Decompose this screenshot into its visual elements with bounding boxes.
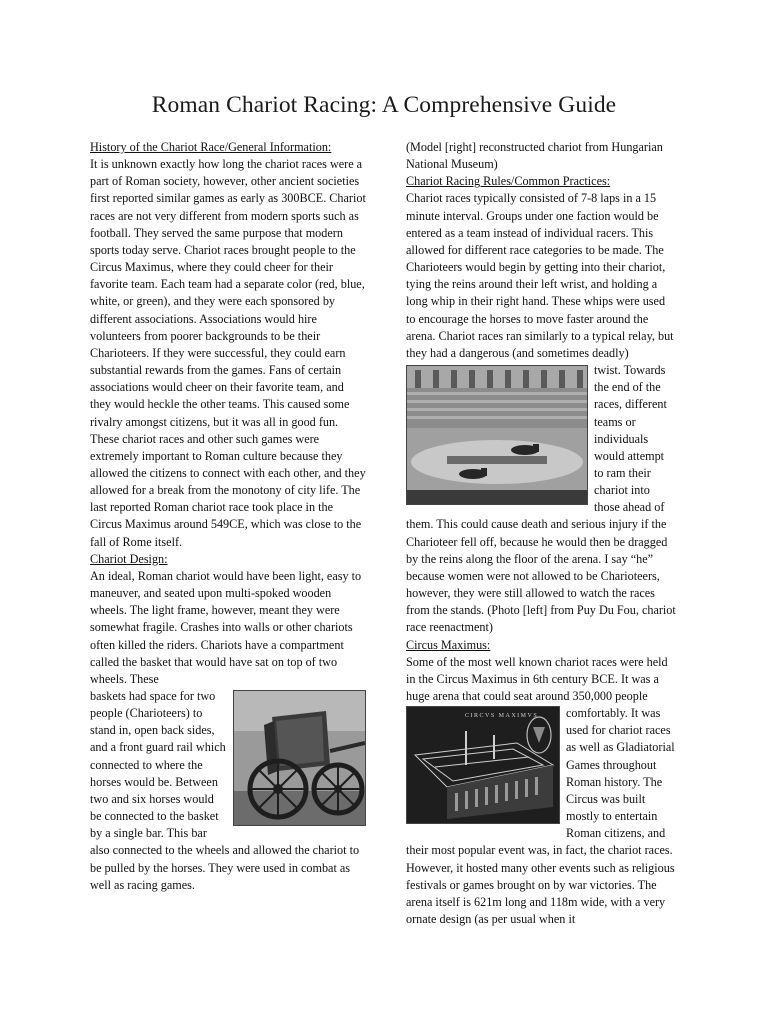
rules-paragraph-rest: twist. Towards the end of the races, different teams or individuals would attempt to ram their chariot into those ahead of them. This could cause death and serious injury if the Charioteer fell off, because he would then be dragged by the reins along the floor of the arena. I say “he” because women were not allowed to be Charioteers, however, they were still allowed to watch the races from the stands. (Photo [left] from Puy Du Fou, chariot race reenactment) [406, 363, 676, 635]
chariot-photo [233, 690, 366, 826]
history-paragraph: It is unknown exactly how long the chariot races were a part of Roman society, however, other ancient societies first reported similar games as early as 300BCE. Chariot races are not very different from modern sports such as football. They served the same purpose that modern sports today serve. Chariot races brought people to the Circus Maximus, where they could cheer for their favorite team. Each team had a separate color (red, blue, white, or green), and they were each sponsored by different associations. Associations would hire volunteers from poorer backgrounds to be their Charioteers. If they were successful, they could earn substantial rewards from the games. Fans of certain associations would cheer on their favorite team, and they would heckle the other teams. This caused some rivalry amongst citizens, but it was all in good fun. These chariot races and other such games were extremely important to Roman culture because they allowed the citizens to connect with each other, and they allowed for a break from the monotony of city life. The last reported Roman chariot race took place in the Circus Maximus around 549CE, which was close to the fall of Rome itself. [90, 157, 366, 549]
page-title: Roman Chariot Racing: A Comprehensive Guide [151, 92, 617, 118]
left-column [90, 139, 366, 894]
right-column [406, 139, 676, 928]
design-paragraph-rest: baskets had space for two people (Charioteers) to stand in, open back sides, and a front guard rail which connected to where the horses would be. Between two and six horses would be connected to the basket by a single bar. This bar also connected to the wheels and allowed the chariot to be pulled by the horses. They were used in combat as well as racing games. [90, 689, 360, 892]
design-paragraph-lead: An ideal, Roman chariot would have been light, easy to maneuver, and seated upon multi-spoked wooden wheels. The light frame, however, meant they were somewhat fragile. Crashes into walls or other chariots often killed the riders. Chariots have a compartment called the basket that would have sat on top of two wheels. These [90, 568, 362, 686]
history-heading: History of the Chariot Race/General Information: [90, 140, 332, 154]
design-block [90, 568, 366, 894]
circus-maximus-engraving [406, 706, 560, 824]
circus-paragraph-rest: comfortably. It was used for chariot races as well as Gladiatorial Games throughout Roman history. The Circus was built mostly to entertain Roman citizens, and their most popular event was, in fact, the chariot races. However, it hosted many other events such as religious festivals or games brought on by war victories. The arena itself is 621m long and 118m wide, with a very ornate design (as per usual when it [406, 706, 675, 927]
circus-heading: Circus Maximus: [406, 637, 491, 652]
circus-paragraph-lead: Some of the most well known chariot races were held in the Circus Maximus in 6th century BCE. It was a huge arena that could seat around 350,000 people [406, 654, 668, 703]
rules-paragraph-lead: Chariot races typically consisted of 7-8 laps in a 15 minute interval. Groups under one faction would be entered as a team instead of individual racers. This allowed for different race categories to be made. The Charioteers would begin by getting into their chariot, tying the reins around their left wrist, and holding a long whip in their right hand. These whips were used to encourage the horses to move faster around the arena. Chariot races ran similarly to a typical relay, but they had a dangerous (and sometimes deadly) [406, 191, 674, 360]
rules-heading: Chariot Racing Rules/Common Practices: [406, 174, 611, 189]
reenactment-photo [406, 365, 588, 505]
design-heading: Chariot Design: [90, 551, 168, 566]
engraving-label: CIRCVS MAXIMVS [465, 713, 539, 720]
model-caption: (Model [right] reconstructed chariot from Hungarian National Museum) [406, 140, 663, 172]
